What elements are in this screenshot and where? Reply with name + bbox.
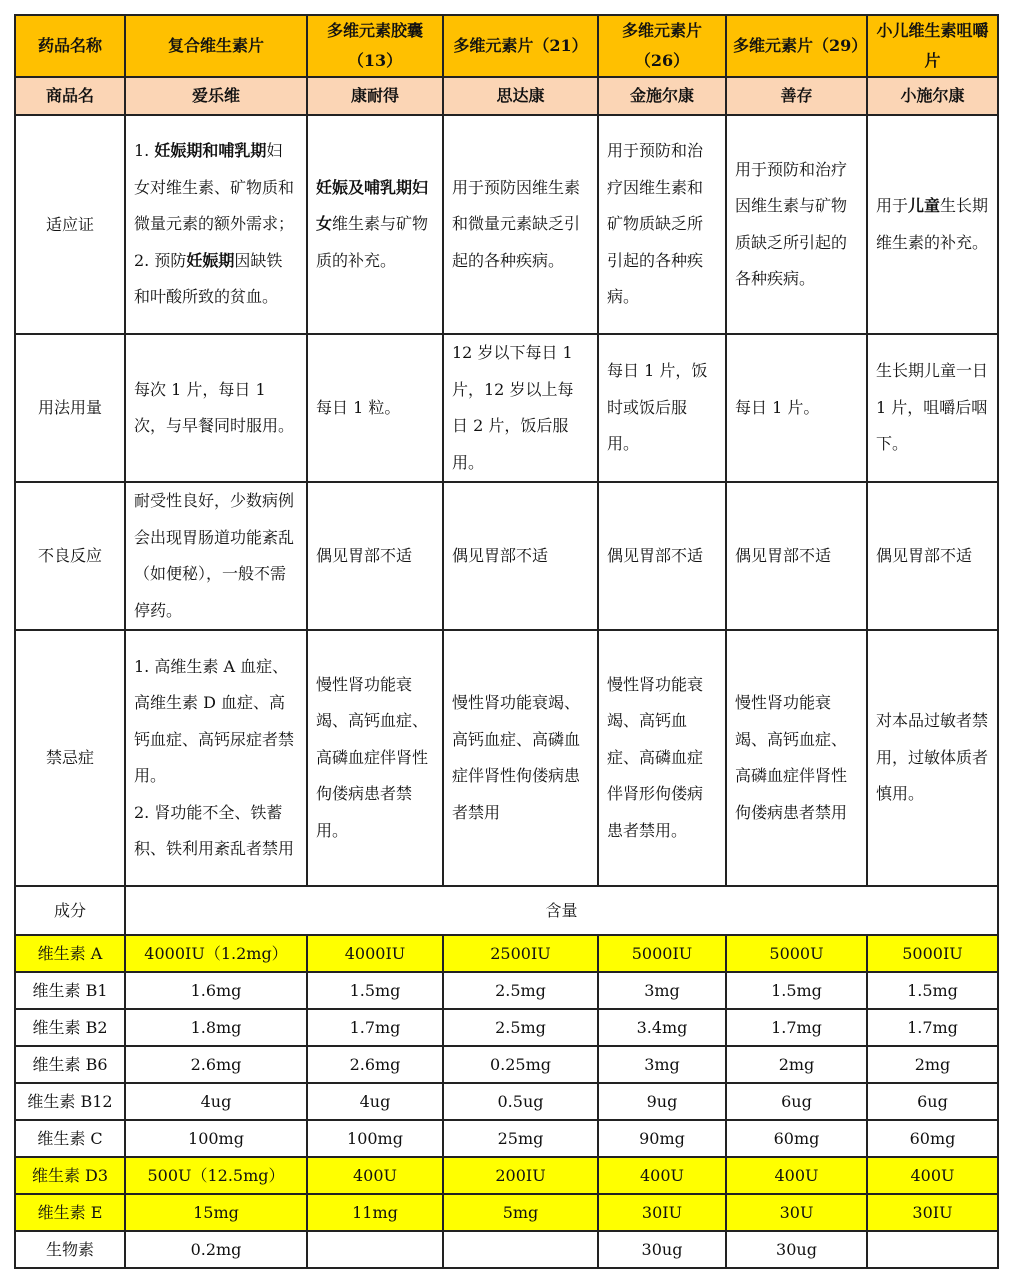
brand-name: 康耐得 <box>307 77 443 115</box>
text-segment: 用于预防和治疗因维生素与矿物质缺乏所引起的各种疾病。 <box>735 159 848 288</box>
text-segment: 耐受性良好，少数病例会出现胃肠道功能紊乱（如便秘），一般不需停药。 <box>134 491 295 620</box>
ingredient-value: 3.4mg <box>598 1009 726 1046</box>
header-row <box>15 15 998 77</box>
ingredient-name: 维生素 B1 <box>15 972 125 1009</box>
ingredient-value: 400U <box>867 1157 998 1194</box>
info-cell <box>726 630 867 886</box>
info-cell <box>726 334 867 482</box>
row-label: 不良反应 <box>15 482 125 630</box>
content-label: 含量 <box>125 886 998 935</box>
ingredient-row <box>15 1194 998 1231</box>
ingredient-value <box>307 1231 443 1268</box>
ingredient-value: 4000IU（1.2mg） <box>125 935 307 972</box>
info-row <box>15 630 998 886</box>
ingredient-value: 4ug <box>307 1083 443 1120</box>
info-cell <box>726 482 867 630</box>
text-segment: 慢性肾功能衰竭、高钙血症、高磷血症伴肾性佝偻病患者禁用 <box>452 693 581 822</box>
brand-name: 思达康 <box>443 77 598 115</box>
info-cell <box>867 630 998 886</box>
drug-name-header: 多维元素片（21） <box>443 15 598 77</box>
text-segment: 1. <box>134 141 155 161</box>
ingredient-value: 3mg <box>598 1046 726 1083</box>
ingredient-value: 2.6mg <box>125 1046 307 1083</box>
ingredient-value: 1.7mg <box>867 1009 998 1046</box>
emphasis-text: 儿童 <box>908 196 941 215</box>
ingredient-row <box>15 1046 998 1083</box>
text-segment: 2. 预防 <box>134 250 187 270</box>
ingredient-value: 6ug <box>867 1083 998 1120</box>
ingredient-value: 9ug <box>598 1083 726 1120</box>
drug-name-header: 多维元素片（26） <box>598 15 726 77</box>
ingredient-value: 60mg <box>726 1120 867 1157</box>
ingredient-value: 6ug <box>726 1083 867 1120</box>
ingredient-value: 1.7mg <box>307 1009 443 1046</box>
ingredient-name: 维生素 E <box>15 1194 125 1231</box>
ingredient-value: 1.5mg <box>726 972 867 1009</box>
ingredient-value: 1.7mg <box>726 1009 867 1046</box>
ingredient-value: 2500IU <box>443 935 598 972</box>
text-segment: 慢性肾功能衰竭、高钙血症、高磷血症伴肾形佝偻病患者禁用。 <box>607 674 704 840</box>
drug-name-header: 复合维生素片 <box>125 15 307 77</box>
text-segment: 用于 <box>876 196 909 215</box>
ingredient-value: 400U <box>726 1157 867 1194</box>
ingredient-value <box>443 1231 598 1268</box>
emphasis-text: 妊娠期 <box>186 250 235 270</box>
info-cell <box>125 482 307 630</box>
info-cell <box>307 334 443 482</box>
text-segment: 用于预防因维生素和微量元素缺乏引起的各种疾病。 <box>452 177 581 270</box>
text-segment: 12 岁以下每日 1 片，12 岁以上每日 2 片，饭后服用。 <box>452 343 574 472</box>
ingredient-value: 100mg <box>125 1120 307 1157</box>
text-segment: 偶见胃部不适 <box>607 545 704 565</box>
row-label: 禁忌症 <box>15 630 125 886</box>
ingredient-value: 11mg <box>307 1194 443 1231</box>
ingredient-row <box>15 935 998 972</box>
ingredient-value: 30ug <box>726 1231 867 1268</box>
column-label: 药品名称 <box>15 15 125 77</box>
brand-name: 金施尔康 <box>598 77 726 115</box>
drug-name-header: 多维元素片（29） <box>726 15 867 77</box>
text-segment: 对本品过敏者禁用，过敏体质者慎用。 <box>876 711 989 804</box>
text-segment: 妇女对维生素、矿物质和微量元素的额外需求； <box>134 141 295 234</box>
ingredient-value: 2.5mg <box>443 1009 598 1046</box>
info-cell <box>867 334 998 482</box>
ingredient-value: 3mg <box>598 972 726 1009</box>
text-segment: 生长期维生素的补充。 <box>876 196 989 252</box>
ingredient-value: 0.25mg <box>443 1046 598 1083</box>
ingredient-value: 5mg <box>443 1194 598 1231</box>
ingredient-value: 5000IU <box>598 935 726 972</box>
info-cell <box>598 334 726 482</box>
ingredient-name: 生物素 <box>15 1231 125 1268</box>
ingredient-row <box>15 1157 998 1194</box>
ingredient-row <box>15 972 998 1009</box>
info-cell <box>443 334 598 482</box>
info-cell <box>307 482 443 630</box>
ingredient-value: 200IU <box>443 1157 598 1194</box>
info-cell <box>443 630 598 886</box>
ingredient-value: 0.5ug <box>443 1083 598 1120</box>
text-segment: 每日 1 片，饭时或饭后服用。 <box>607 361 708 454</box>
row-label: 商品名 <box>15 77 125 115</box>
info-cell <box>307 115 443 334</box>
text-segment: 偶见胃部不适 <box>735 545 832 565</box>
info-row <box>15 482 998 630</box>
brand-name: 善存 <box>726 77 867 115</box>
ingredient-value: 1.6mg <box>125 972 307 1009</box>
text-segment: 1. 高维生素 A 血症、高维生素 D 血症、高钙血症、高钙尿症者禁用。 <box>134 656 295 785</box>
text-segment: 生长期儿童一日 1 片，咀嚼后咽下。 <box>876 361 989 454</box>
ingredient-value: 25mg <box>443 1120 598 1157</box>
ingredient-value: 0.2mg <box>125 1231 307 1268</box>
ingredient-value: 1.8mg <box>125 1009 307 1046</box>
row-label: 用法用量 <box>15 334 125 482</box>
ingredient-value: 400U <box>307 1157 443 1194</box>
info-cell <box>125 115 307 334</box>
ingredient-value: 500U（12.5mg） <box>125 1157 307 1194</box>
text-segment: 偶见胃部不适 <box>876 545 973 565</box>
ingredient-value: 15mg <box>125 1194 307 1231</box>
ingredient-value: 4ug <box>125 1083 307 1120</box>
ingredient-value: 1.5mg <box>867 972 998 1009</box>
info-row <box>15 115 998 334</box>
info-cell <box>867 482 998 630</box>
text-segment: 慢性肾功能衰竭、高钙血症、高磷血症伴肾性佝偻病患者禁用。 <box>316 674 429 840</box>
text-segment: 用于预防和治疗因维生素和矿物质缺乏所引起的各种疾病。 <box>607 141 704 307</box>
ingredients-header-row <box>15 886 998 935</box>
ingredient-value: 2.5mg <box>443 972 598 1009</box>
emphasis-text: 妊娠及哺乳期妇女 <box>316 177 429 234</box>
text-segment: 每次 1 片，每日 1 次，与早餐同时服用。 <box>134 379 295 435</box>
ingredient-value: 60mg <box>867 1120 998 1157</box>
ingredient-name: 维生素 A <box>15 935 125 972</box>
ingredient-row <box>15 1083 998 1120</box>
info-cell <box>598 482 726 630</box>
info-cell <box>443 115 598 334</box>
ingredient-value: 2mg <box>726 1046 867 1083</box>
drug-name-header: 小儿维生素咀嚼片 <box>867 15 998 77</box>
brand-row <box>15 77 998 115</box>
ingredient-value: 30IU <box>598 1194 726 1231</box>
ingredient-value: 5000IU <box>867 935 998 972</box>
vitamin-comparison-table <box>14 14 999 1269</box>
info-cell <box>598 115 726 334</box>
text-segment: 2. 肾功能不全、铁蓄积、铁利用紊乱者禁用 <box>134 802 295 858</box>
ingredient-row <box>15 1231 998 1268</box>
info-cell <box>726 115 867 334</box>
info-cell <box>125 334 307 482</box>
info-row <box>15 334 998 482</box>
ingredient-value: 4000IU <box>307 935 443 972</box>
ingredient-value: 30U <box>726 1194 867 1231</box>
ingredient-name: 维生素 B12 <box>15 1083 125 1120</box>
brand-name: 小施尔康 <box>867 77 998 115</box>
ingredient-name: 维生素 B2 <box>15 1009 125 1046</box>
ingredient-value: 30ug <box>598 1231 726 1268</box>
ingredient-value: 400U <box>598 1157 726 1194</box>
ingredient-row <box>15 1009 998 1046</box>
ingredient-value: 2.6mg <box>307 1046 443 1083</box>
ingredient-value <box>867 1231 998 1268</box>
ingredient-label: 成分 <box>15 886 125 935</box>
info-cell <box>307 630 443 886</box>
ingredient-name: 维生素 D3 <box>15 1157 125 1194</box>
info-cell <box>443 482 598 630</box>
drug-name-header: 多维元素胶囊（13） <box>307 15 443 77</box>
info-cell <box>598 630 726 886</box>
info-cell <box>125 630 307 886</box>
ingredient-value: 5000U <box>726 935 867 972</box>
text-segment: 偶见胃部不适 <box>316 545 413 565</box>
ingredient-name: 维生素 B6 <box>15 1046 125 1083</box>
text-segment: 因缺铁和叶酸所致的贫血。 <box>134 250 283 307</box>
brand-name: 爱乐维 <box>125 77 307 115</box>
ingredient-value: 100mg <box>307 1120 443 1157</box>
info-cell <box>867 115 998 334</box>
ingredient-name: 维生素 C <box>15 1120 125 1157</box>
text-segment: 每日 1 片。 <box>735 397 820 417</box>
emphasis-text: 妊娠期和哺乳期 <box>154 141 267 161</box>
ingredient-value: 30IU <box>867 1194 998 1231</box>
text-segment: 每日 1 粒。 <box>316 397 401 417</box>
text-segment: 维生素与矿物质的补充。 <box>316 214 429 270</box>
ingredient-row <box>15 1120 998 1157</box>
ingredient-value: 1.5mg <box>307 972 443 1009</box>
text-segment: 慢性肾功能衰竭、高钙血症、高磷血症伴肾性佝偻病患者禁用 <box>735 693 848 822</box>
ingredient-value: 90mg <box>598 1120 726 1157</box>
ingredient-value: 2mg <box>867 1046 998 1083</box>
text-segment: 偶见胃部不适 <box>452 545 549 565</box>
row-label: 适应证 <box>15 115 125 334</box>
